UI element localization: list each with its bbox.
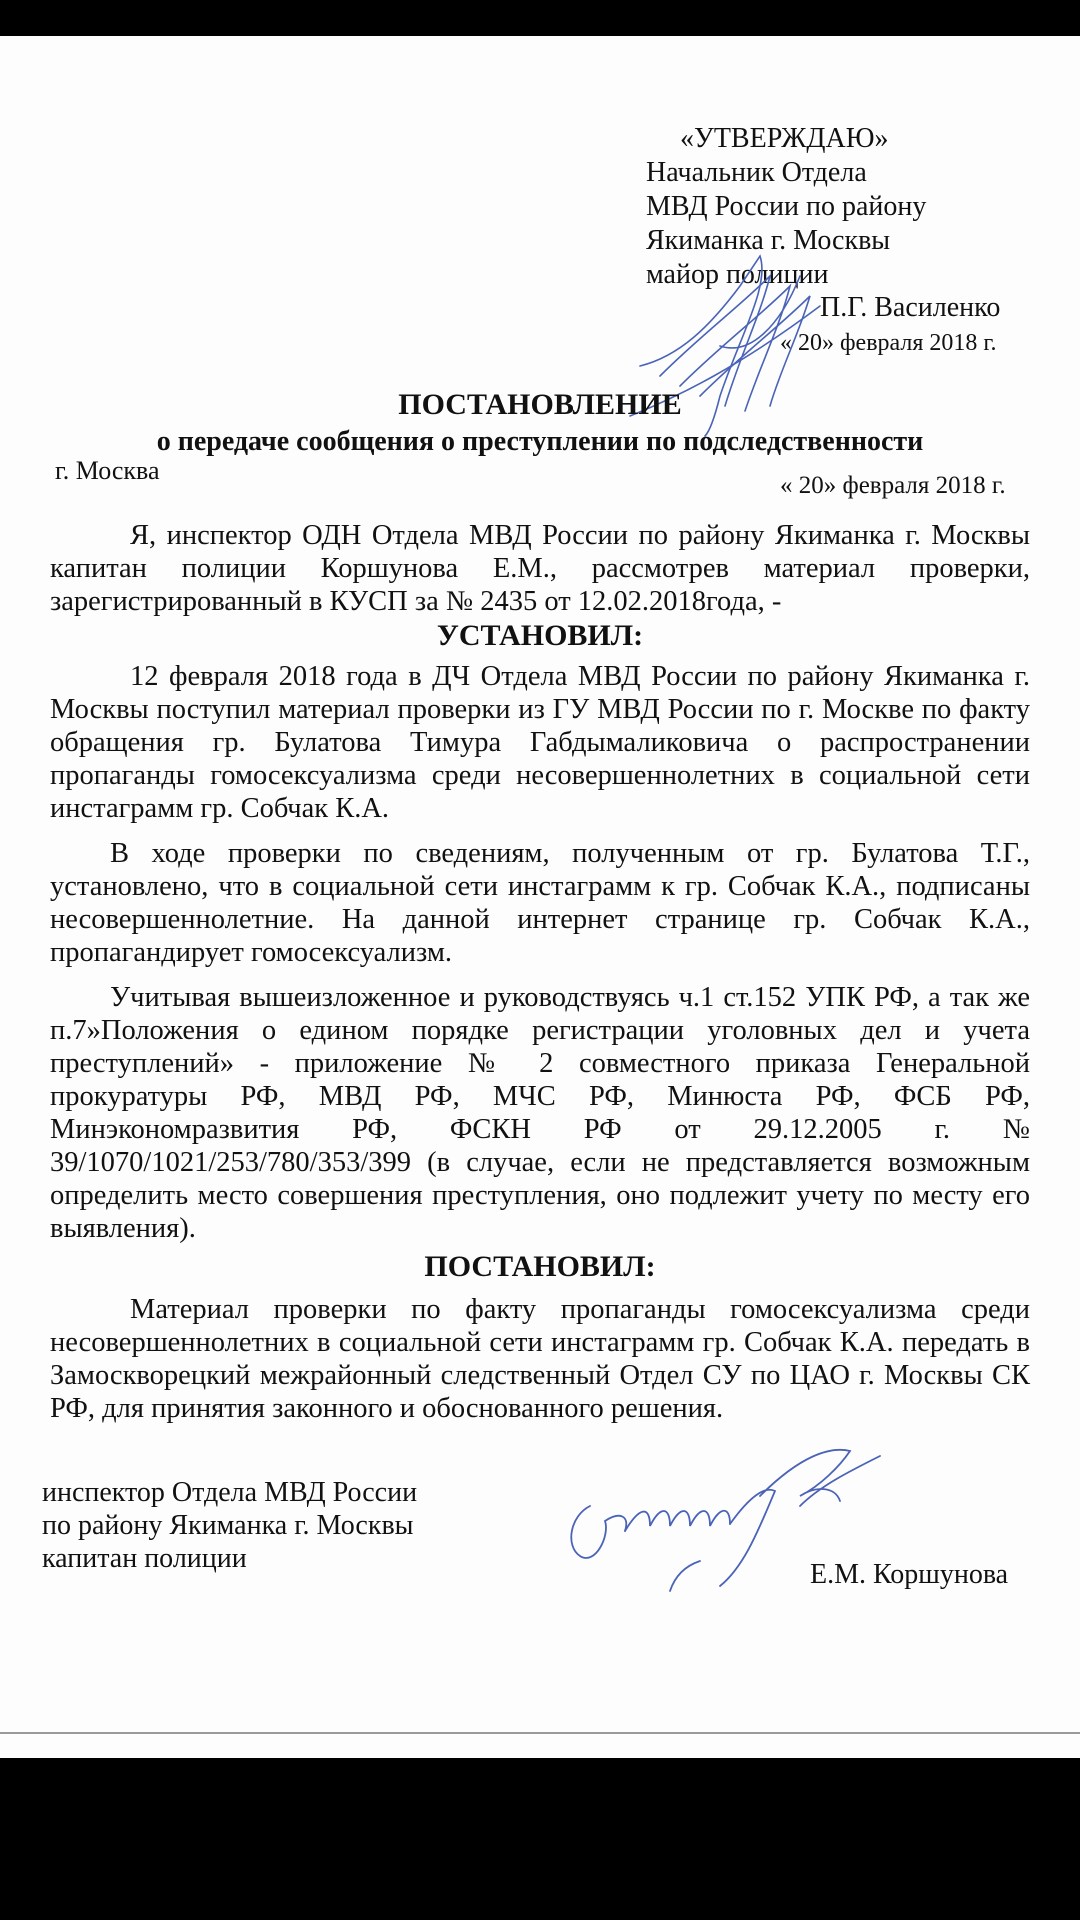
scan-edge [0, 1732, 1080, 1734]
approval-name: П.Г. Василенко [820, 292, 1001, 323]
document-title: ПОСТАНОВЛЕНИЕ [398, 388, 682, 421]
resolution-paragraph: Материал проверки по факту пропаганды гомосексуализма среди несовершеннолетних в социальной сети инстаграмм гр. Собчак К.А. передать в Замоскворецкий межрайонный следственный Отдел СУ по ЦАО г. Москвы СК РФ, для принятия законного и обоснованного решения. [50, 1294, 1030, 1424]
resolved-heading: ПОСТАНОВИЛ: [424, 1250, 656, 1283]
paragraph-2: В ходе проверки по сведениям, полученным от гр. Булатова Т.Г., установлено, что в социальной сети инстаграмм к гр. Собчак К.А., подписаны несовершеннолетние. На данной интернет странице гр. Собчак К.А., пропагандирует гомосексуализм. [50, 838, 1030, 968]
approval-rank-line: майор полиции [646, 259, 829, 290]
signature-district-line: по району Якиманка г. Москвы [42, 1510, 414, 1541]
approval-department-line: МВД России по району [646, 191, 927, 222]
document-date: « 20» февраля 2018 г. [780, 472, 1006, 499]
approval-position-line: Начальник Отдела [646, 157, 867, 188]
signature-name: Е.М. Коршунова [810, 1559, 1009, 1590]
approval-heading: «УТВЕРЖДАЮ» [680, 123, 889, 154]
document-subtitle: о передаче сообщения о преступлении по подследственности [156, 426, 924, 457]
approval-date: « 20» февраля 2018 г. [780, 330, 997, 356]
signature-position-line: инспектор Отдела МВД России [42, 1477, 418, 1508]
established-heading: УСТАНОВИЛ: [436, 619, 644, 652]
approval-district-line: Якиманка г. Москвы [646, 225, 891, 256]
document-page [0, 36, 1080, 1758]
paragraph-1: 12 февраля 2018 года в ДЧ Отдела МВД России по району Якиманка г. Москвы поступил материал проверки из ГУ МВД России по г. Москве по факту обращения гр. Булатова Тимура Габдымаликовича о распространении пропаганды гомосексуализма среди несовершеннолетних в социальной сети инстаграмм гр. Собчак К.А. [50, 661, 1030, 824]
signature-rank-line: капитан полиции [42, 1543, 247, 1574]
inspector-signature-icon [550, 1426, 910, 1596]
document-city: г. Москва [55, 456, 160, 485]
paragraph-3: Учитывая вышеизложенное и руководствуясь ч.1 ст.152 УПК РФ, а так же п.7»Положения о едином порядке регистрации уголовных дел и учета преступлений» - приложение № 2 совместного приказа Генеральной прокуратуры РФ, МВД РФ, МЧС РФ, Минюста РФ, ФСБ РФ, Минэкономразвития РФ, ФСКН РФ от 29.12.2005 г. № 39/1070/1021/253/780/353/399 (в случае, если не представляется возможным определить место совершения преступления, оно подлежит учету по месту его выявления). [50, 982, 1030, 1244]
intro-paragraph: Я, инспектор ОДН Отдела МВД России по району Якиманка г. Москвы капитан полиции Коршунова Е.М., рассмотрев материал проверки, зарегистрированный в КУСП за № 2435 от 12.02.2018года, - [50, 520, 1030, 617]
signature-block [42, 1476, 417, 1575]
document-body [50, 519, 1030, 1425]
